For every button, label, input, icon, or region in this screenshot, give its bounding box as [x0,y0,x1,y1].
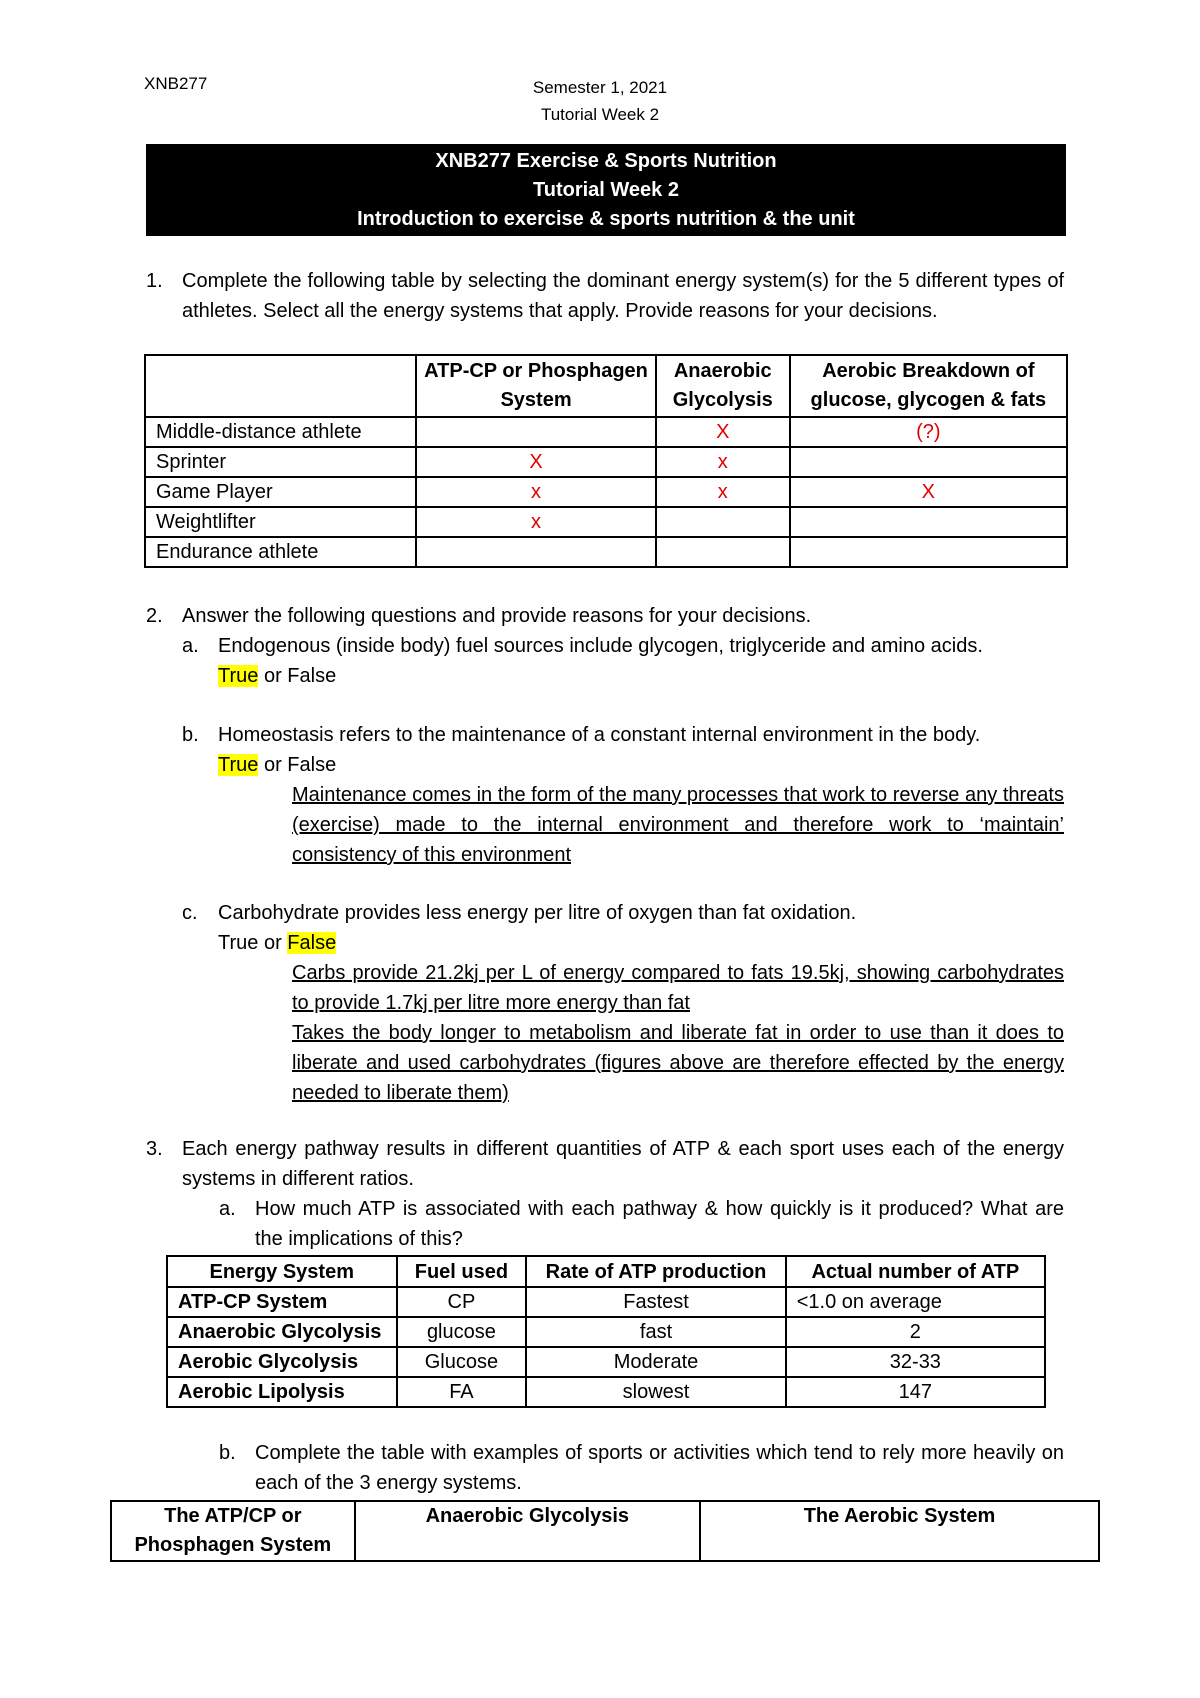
energy-system: ATP-CP System [167,1287,397,1317]
table-cell [656,507,790,537]
answer-explanation: Maintenance comes in the form of the many processes that work to reverse any threats (exercise) made to the internal environment and therefore work to ‘maintain’ consistency of this environment [292,784,1064,866]
table-row [145,417,1067,447]
table-header: Anaerobic Glycolysis [355,1501,700,1561]
table-cell [790,537,1067,567]
header-center [144,74,1056,128]
table-cell: x [416,477,656,507]
sub-question-text: Carbohydrate provides less energy per litre of oxygen than fat oxidation. [218,902,857,924]
table-row [167,1377,1045,1407]
table-row [167,1317,1045,1347]
table-cell: slowest [526,1377,785,1407]
athlete-type: Middle-distance athlete [145,417,416,447]
semester: Semester 1, 2021 [532,78,668,97]
table-cell: fast [526,1317,785,1347]
table-cell: CP [397,1287,527,1317]
true-false-choice [218,661,1064,691]
energy-system-table [144,354,1068,568]
table-cell: 2 [786,1317,1045,1347]
table-cell: Fastest [526,1287,785,1317]
table-row [145,447,1067,477]
table-row [145,477,1067,507]
true-false-choice [218,750,1064,780]
table-header: Fuel used [397,1256,527,1287]
answer-true-highlighted: True [218,665,259,687]
table-cell: Moderate [526,1347,785,1377]
or-text: or [258,932,288,954]
athlete-type: Game Player [145,477,416,507]
table-cell [656,537,790,567]
question-3 [146,1134,1064,1194]
table-cell: x [656,447,790,477]
table-cell [790,447,1067,477]
table-cell: Glucose [397,1347,527,1377]
table-cell: X [790,477,1067,507]
table-header: The ATP/CP or Phosphagen System [111,1501,355,1561]
table-header-row [145,355,1067,417]
energy-system: Anaerobic Glycolysis [167,1317,397,1347]
table-cell: glucose [397,1317,527,1347]
question-3a [219,1194,1064,1254]
course-code: XNB277 [144,74,208,93]
table-header: Aerobic Breakdown of glucose, glycogen & fats [790,355,1067,417]
table-header [145,355,416,417]
table-header: ATP-CP or Phosphagen System [416,355,656,417]
answer-false-highlighted: False [287,932,337,954]
question-number: 1. [146,270,163,292]
question-number: 2. [146,605,163,627]
table-header: Anaerobic Glycolysis [656,355,790,417]
table-cell [790,507,1067,537]
tutorial-week: Tutorial Week 2 [540,105,660,124]
answer-explanation: Takes the body longer to metabolism and liberate fat in order to use than it does to liberate and used carbohydrates (figures above are therefore effected by the energy needed to liberate them) [292,1022,1064,1104]
table-cell: X [416,447,656,477]
question-2 [146,601,1064,631]
energy-system: Aerobic Lipolysis [167,1377,397,1407]
sub-letter: b. [182,724,199,746]
question-3b [219,1438,1064,1498]
sub-letter: a. [182,635,199,657]
sub-question-text: How much ATP is associated with each pathway & how quickly is it produced? What are the implications of this? [255,1198,1064,1250]
title-banner [146,144,1066,236]
sub-letter: a. [219,1198,236,1220]
question-2c [182,898,1064,1108]
athlete-type: Sprinter [145,447,416,477]
table-header: Rate of ATP production [526,1256,785,1287]
sub-question-text: Homeostasis refers to the maintenance of a constant internal environment in the body. [218,724,981,746]
table-header: Energy System [167,1256,397,1287]
title-line-1: XNB277 Exercise & Sports Nutrition [435,150,777,172]
question-number: 3. [146,1138,163,1160]
table-header: Actual number of ATP [786,1256,1045,1287]
sub-question-text: Complete the table with examples of sports or activities which tend to rely more heavily on each of the 3 energy systems. [255,1442,1064,1494]
table-header-row [167,1256,1045,1287]
question-text: Complete the following table by selecting the dominant energy system(s) for the 5 different types of athletes. Select all the energy systems that apply. Provide reasons for your decisions. [182,270,1064,322]
title-line-3: Introduction to exercise & sports nutrition & the unit [357,208,855,230]
answer-explanation: Carbs provide 21.2kj per L of energy compared to fats 19.5kj, showing carbohydrates to provide 1.7kj per litre more energy than fat [292,962,1064,1014]
table-row [145,537,1067,567]
answer-false: False [287,754,337,776]
table-cell: FA [397,1377,527,1407]
athlete-type: Endurance athlete [145,537,416,567]
table-cell [416,417,656,447]
or-text: or [258,665,288,687]
sports-examples-table [110,1500,1100,1562]
atp-production-table [166,1255,1046,1408]
answer-true: True [218,932,259,954]
energy-system: Aerobic Glycolysis [167,1347,397,1377]
answer-true-highlighted: True [218,754,259,776]
question-text: Each energy pathway results in different quantities of ATP & each sport uses each of the energy systems in different ratios. [182,1138,1064,1190]
or-text: or [258,754,288,776]
question-1 [146,266,1064,326]
table-cell [416,537,656,567]
true-false-choice [218,928,1064,958]
table-cell: <1.0 on average [786,1287,1045,1317]
table-cell: (?) [790,417,1067,447]
sub-question-text: Endogenous (inside body) fuel sources include glycogen, triglyceride and amino acids. [218,635,983,657]
table-header: The Aerobic System [700,1501,1099,1561]
title-line-2: Tutorial Week 2 [533,179,679,201]
table-cell: x [416,507,656,537]
table-row [167,1347,1045,1377]
athlete-type: Weightlifter [145,507,416,537]
sub-letter: c. [182,902,198,924]
question-text: Answer the following questions and provide reasons for your decisions. [182,605,812,627]
table-row [167,1287,1045,1317]
table-header-row [111,1501,1099,1561]
table-cell: X [656,417,790,447]
table-cell: 147 [786,1377,1045,1407]
answer-false: False [287,665,337,687]
question-2b [182,720,1064,870]
question-2a [182,631,1064,691]
table-cell: x [656,477,790,507]
table-cell: 32-33 [786,1347,1045,1377]
sub-letter: b. [219,1442,236,1464]
table-row [145,507,1067,537]
